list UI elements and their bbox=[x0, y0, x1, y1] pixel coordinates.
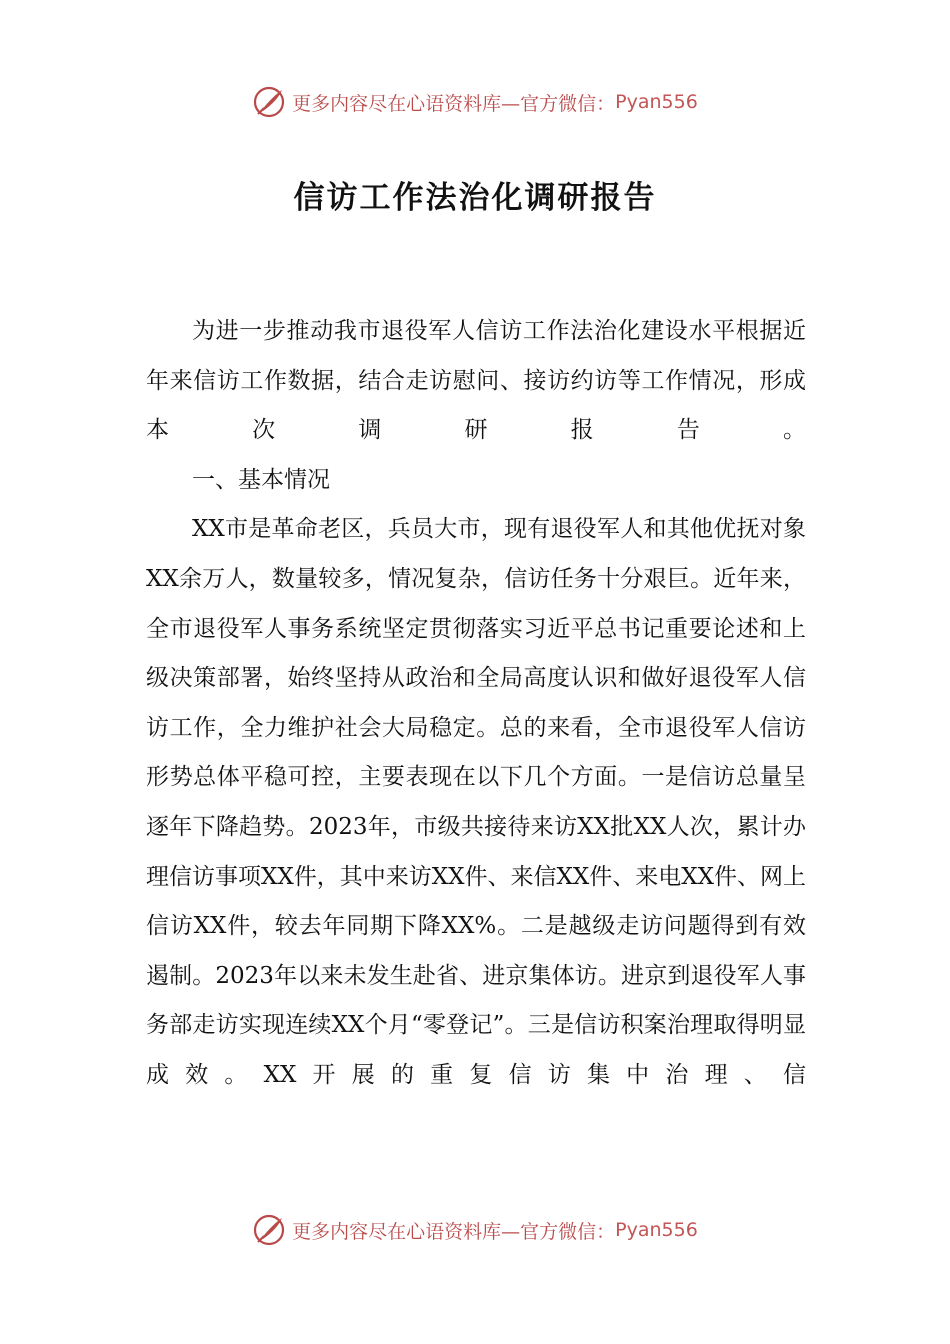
header-watermark bbox=[0, 82, 950, 122]
quill-logo-icon bbox=[252, 1213, 286, 1247]
watermark-wechat-id: Pyan556 bbox=[615, 1219, 698, 1241]
watermark-wechat-id: Pyan556 bbox=[615, 91, 698, 113]
quill-logo-icon bbox=[252, 85, 286, 119]
watermark-text: 更多内容尽在心语资料库—官方微信： bbox=[292, 1220, 616, 1243]
document-body bbox=[146, 307, 806, 1101]
watermark-text: 更多内容尽在心语资料库—官方微信： bbox=[292, 92, 616, 115]
section-paragraph: XX市是革命老区，兵员大市，现有退役军人和其他优抚对象XX余万人，数量较多，情况复杂，信访任务十分艰巨。近年来，全市退役军人事务系统坚定贯彻落实习近平总书记重要论述和上级决策部署，始终坚持从政治和全局高度认识和做好退役军人信访工作，全力维护社会大局稳定。总的来看，全市退役军人信访形势总体平稳可控，主要表现在以下几个方面。一是信访总量呈逐年下降趋势。2023年，市级共接待来访XX批XX人次，累计办理信访事项XX件，其中来访XX件、来信XX件、来电XX件、网上信访XX件，较去年同期下降XX%。二是越级走访问题得到有效遏制。2023年以来未发生赴省、进京集体访。进京到退役军人事务部走访实现连续XX个月“零登记”。三是信访积案治理取得明显成效。XX开展的重复信访集中治理、信 bbox=[146, 516, 806, 1088]
section-heading: 一、基本情况 bbox=[192, 466, 330, 493]
document-title: 信访工作法治化调研报告 bbox=[293, 180, 657, 216]
intro-paragraph: 为进一步推动我市退役军人信访工作法治化建设水平根据近年来信访工作数据，结合走访慰问、接访约访等工作情况，形成本次调研报告。 bbox=[146, 318, 806, 444]
footer-watermark bbox=[0, 1210, 950, 1250]
